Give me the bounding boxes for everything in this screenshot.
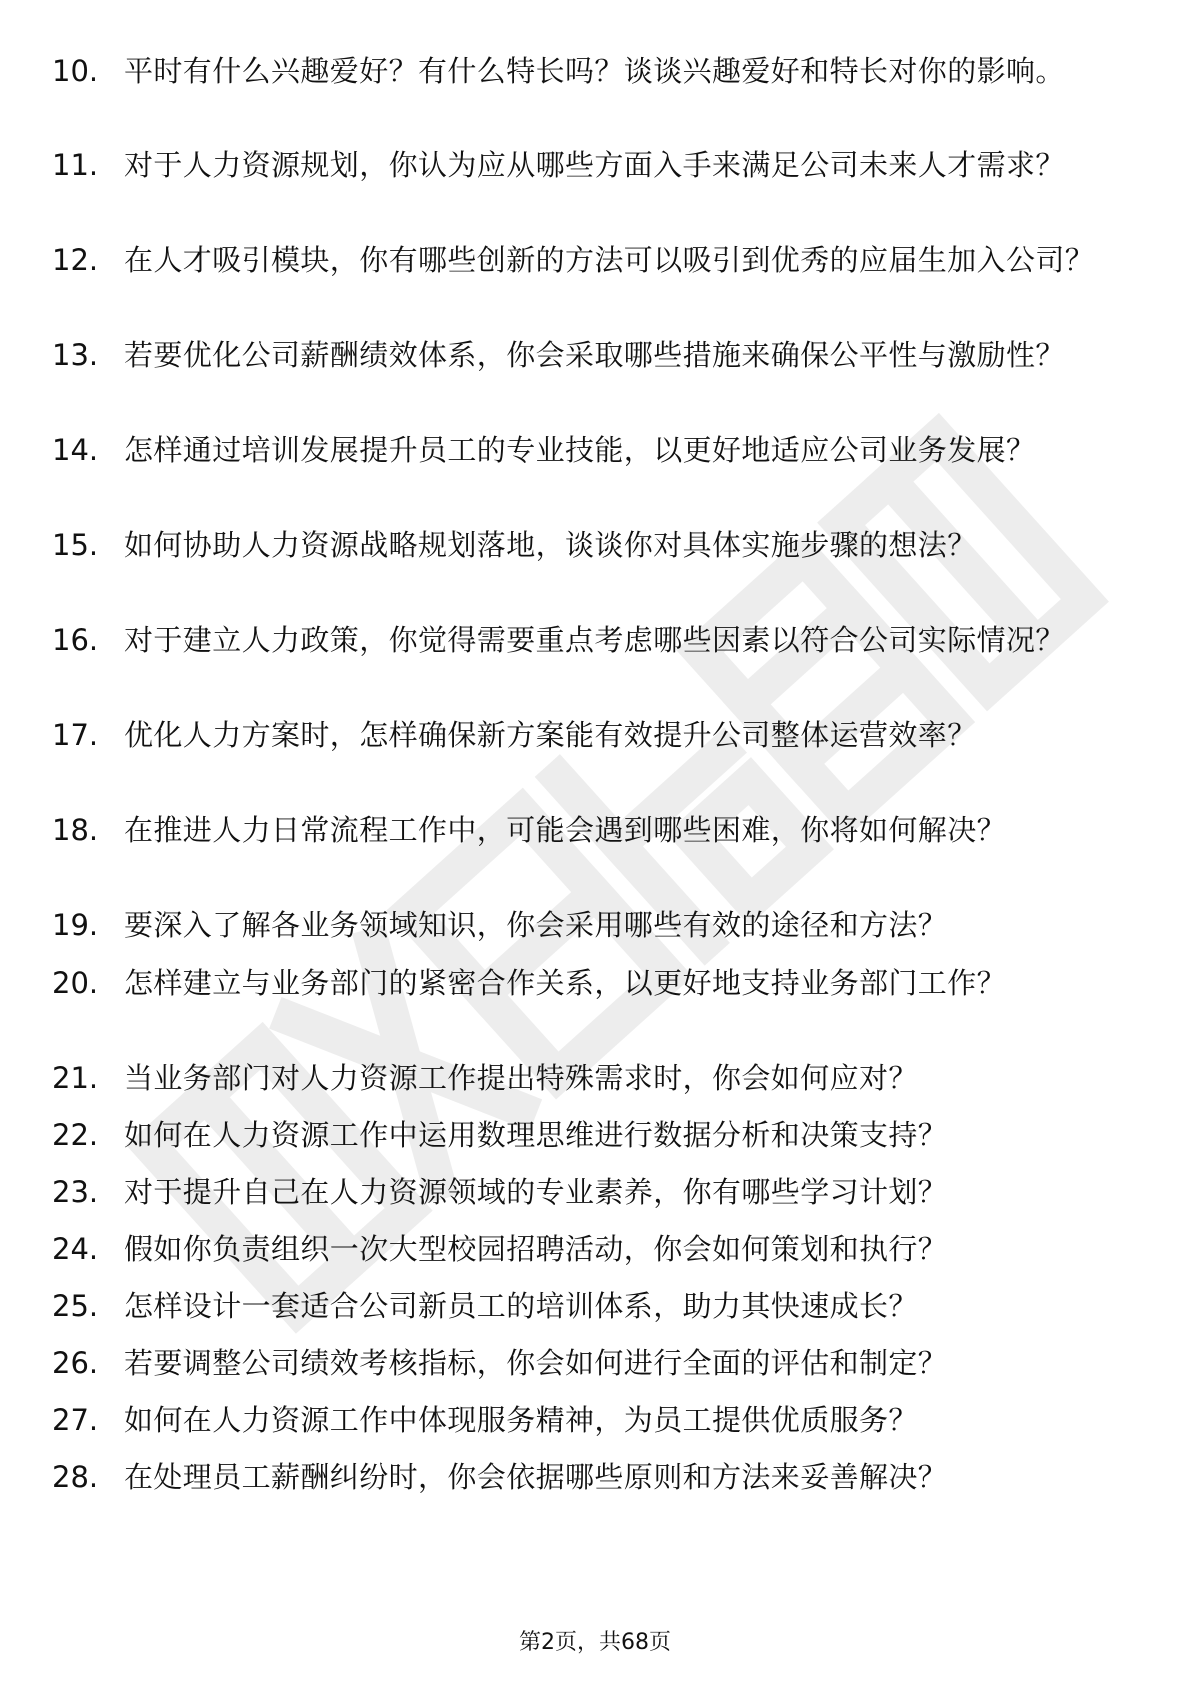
question-number: 19.	[52, 908, 99, 942]
question-number: 27.	[52, 1403, 99, 1437]
question-number: 23.	[52, 1175, 99, 1209]
question-text: 对于建立人力政策，你觉得需要重点考虑哪些因素以符合公司实际情况？	[124, 623, 1065, 657]
question-item	[0, 144, 1190, 228]
question-item	[0, 809, 1190, 893]
question-item	[0, 429, 1190, 513]
question-text: 优化人力方案时，怎样确保新方案能有效提升公司整体运营效率？	[124, 718, 977, 752]
question-text: 在处理员工薪酬纠纷时，你会依据哪些原则和方法来妥善解决？	[124, 1460, 948, 1494]
question-item	[0, 50, 1190, 134]
question-number: 17.	[52, 718, 99, 752]
question-text: 若要调整公司绩效考核指标，你会如何进行全面的评估和制定？	[124, 1346, 948, 1380]
question-number: 13.	[52, 338, 99, 372]
question-number: 10.	[52, 54, 99, 88]
question-text: 怎样通过培训发展提升员工的专业技能，以更好地适应公司业务发展？	[124, 433, 1036, 467]
question-text: 要深入了解各业务领域知识，你会采用哪些有效的途径和方法？	[124, 908, 948, 942]
question-text: 对于人力资源规划，你认为应从哪些方面入手来满足公司未来人才需求？	[124, 148, 1065, 182]
question-number: 18.	[52, 813, 99, 847]
question-number: 26.	[52, 1346, 99, 1380]
question-number: 20.	[52, 966, 99, 1000]
page-number-footer: 第2页，共68页	[519, 1630, 671, 1655]
question-text: 在推进人力日常流程工作中，可能会遇到哪些困难，你将如何解决？	[124, 813, 1007, 847]
question-text: 如何协助人力资源战略规划落地，谈谈你对具体实施步骤的想法？	[124, 528, 977, 562]
question-text: 平时有什么兴趣爱好？有什么特长吗？谈谈兴趣爱好和特长对你的影响。	[124, 54, 1065, 88]
question-text: 假如你负责组织一次大型校园招聘活动，你会如何策划和执行？	[124, 1232, 948, 1266]
question-item	[0, 962, 1190, 1046]
question-number: 22.	[52, 1118, 99, 1152]
question-number: 28.	[52, 1460, 99, 1494]
question-text: 对于提升自己在人力资源领域的专业素养，你有哪些学习计划？	[124, 1175, 948, 1209]
question-number: 11.	[52, 148, 99, 182]
question-number: 16.	[52, 623, 99, 657]
question-text: 在人才吸引模块，你有哪些创新的方法可以吸引到优秀的应届生加入公司？	[124, 243, 1095, 277]
question-number: 12.	[52, 243, 99, 277]
question-item	[0, 714, 1190, 798]
question-item	[0, 239, 1190, 323]
question-text: 如何在人力资源工作中体现服务精神，为员工提供优质服务？	[124, 1403, 918, 1437]
question-text: 如何在人力资源工作中运用数理思维进行数据分析和决策支持？	[124, 1118, 948, 1152]
question-number: 15.	[52, 528, 99, 562]
question-text: 当业务部门对人力资源工作提出特殊需求时，你会如何应对？	[124, 1061, 918, 1095]
question-number: 24.	[52, 1232, 99, 1266]
question-item	[0, 1456, 1190, 1506]
question-text: 怎样建立与业务部门的紧密合作关系，以更好地支持业务部门工作？	[124, 966, 1007, 1000]
question-number: 25.	[52, 1289, 99, 1323]
question-number: 14.	[52, 433, 99, 467]
question-text: 若要优化公司薪酬绩效体系，你会采取哪些措施来确保公平性与激励性？	[124, 338, 1065, 372]
question-item	[0, 334, 1190, 418]
question-item	[0, 619, 1190, 703]
question-text: 怎样设计一套适合公司新员工的培训体系，助力其快速成长？	[124, 1289, 918, 1323]
question-item	[0, 524, 1190, 608]
question-number: 21.	[52, 1061, 99, 1095]
